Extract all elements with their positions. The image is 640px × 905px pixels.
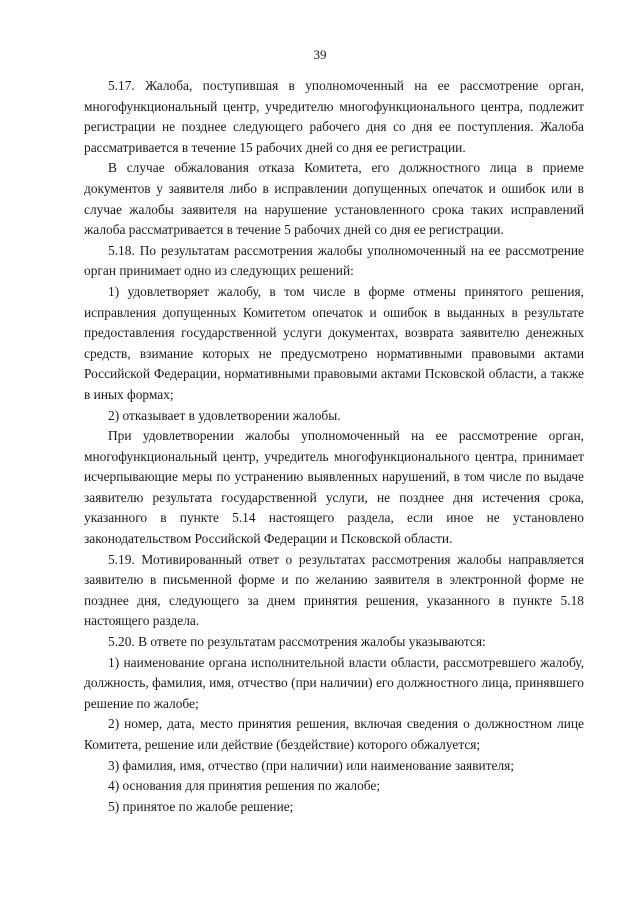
list-item-refuse-complaint: 2) отказывает в удовлетворении жалобы.: [108, 407, 341, 423]
list-item-applicant-name: 3) фамилия, имя, отчество (при наличии) или наименование заявителя;: [108, 757, 515, 773]
paragraph-satisfaction-measures: При удовлетворении жалобы уполномоченный на ее рассмотрение орган, многофункциональный центр, учредитель многофункционального центра, принимает исчерпывающие меры по устранению выявленных нарушений, в том числе по выдаче заявителю результата государственной услуги, не позднее дня истечения срока, указанного в пункте 5.14 настоящего раздела, если иное не установлено законодательством Российской Федерации и Псковской области.: [84, 428, 584, 547]
list-item-authority-name: 1) наименование органа исполнительной власти области, рассмотревшего жалобу, должность, фамилия, имя, отчество (при наличии) его должностного лица, принявшего решение по жалобе;: [84, 654, 584, 711]
list-item-decision-taken: 5) принятое по жалобе решение;: [108, 798, 294, 814]
paragraph-5-18: 5.18. По результатам рассмотрения жалобы уполномоченный на ее рассмотрение орган принимает одно из следующих решений:: [84, 242, 584, 279]
paragraph-5-20: 5.20. В ответе по результатам рассмотрения жалобы указываются:: [108, 634, 486, 650]
list-item-decision-number: 2) номер, дата, место принятия решения, включая сведения о должностном лице Комитета, решение или действие (бездействие) которого обжалуется;: [84, 716, 584, 752]
document-body: [84, 76, 584, 817]
paragraph-5-17: 5.17. Жалоба, поступившая в уполномоченный на ее рассмотрение орган, многофункциональный центр, учредителю многофункционального центра, подлежит регистрации не позднее следующего рабочего дня со дня ее поступления. Жалоба рассматривается в течение 15 рабочих дней со дня ее регистрации.: [84, 78, 584, 155]
paragraph-appeal-refusal: В случае обжалования отказа Комитета, его должностного лица в приеме документов у заявителя либо в исправлении допущенных опечаток и ошибок или в случае жалобы заявителя на нарушение установленного срока таких исправлений жалоба рассматривается в течение 5 рабочих дней со дня ее регистрации.: [84, 160, 584, 238]
paragraph-5-19: 5.19. Мотивированный ответ о результатах рассмотрения жалобы направляется заявителю в письменной форме и по желанию заявителя в электронной форме не позднее дня, следующего за днем принятия решения, указанного в пункте 5.18 настоящего раздела.: [84, 551, 584, 629]
page-number: 39: [313, 47, 327, 62]
list-item-satisfy-complaint: 1) удовлетворяет жалобу, в том числе в форме отмены принятого решения, исправления допущенных Комитетом опечаток и ошибок в выданных в результате предоставления государственной услуги документах, возврата заявителю денежных средств, взимание которых не предусмотрено нормативными правовыми актами Российской Федерации, нормативными правовыми актами Псковской области, а также в иных формах;: [84, 283, 584, 402]
list-item-decision-grounds: 4) основания для принятия решения по жалобе;: [108, 778, 381, 794]
